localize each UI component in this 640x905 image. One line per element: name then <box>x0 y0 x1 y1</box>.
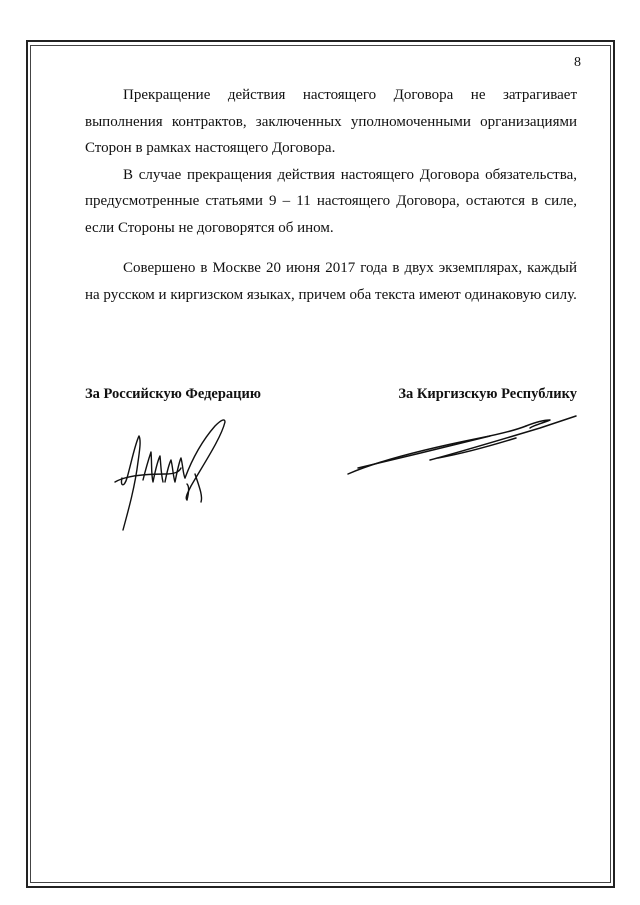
document-body <box>85 82 577 308</box>
signature-label-russia: За Российскую Федерацию <box>85 386 261 402</box>
paragraph-termination: Прекращение действия настоящего Договора не затрагивает выполнения контрактов, заключенных уполномоченными организациями Сторон в рамках настоящего Договора. <box>85 87 577 156</box>
signature-kyrgyzstan-handwritten <box>340 408 580 480</box>
signature-russia-handwritten <box>105 412 235 534</box>
page-number: 8 <box>574 55 581 70</box>
signature-label-kyrgyzstan: За Киргизскую Республику <box>398 386 577 402</box>
paragraph-obligations: В случае прекращения действия настоящего Договора обязательства, предусмотренные статьями 9 – 11 настоящего Договора, остаются в силе, если Стороны не договорятся об ином. <box>85 166 577 236</box>
paragraph-done-in-moscow: Совершено в Москве 20 июня 2017 года в двух экземплярах, каждый на русском и киргизском языках, причем оба текста имеют одинаковую силу. <box>85 260 577 303</box>
